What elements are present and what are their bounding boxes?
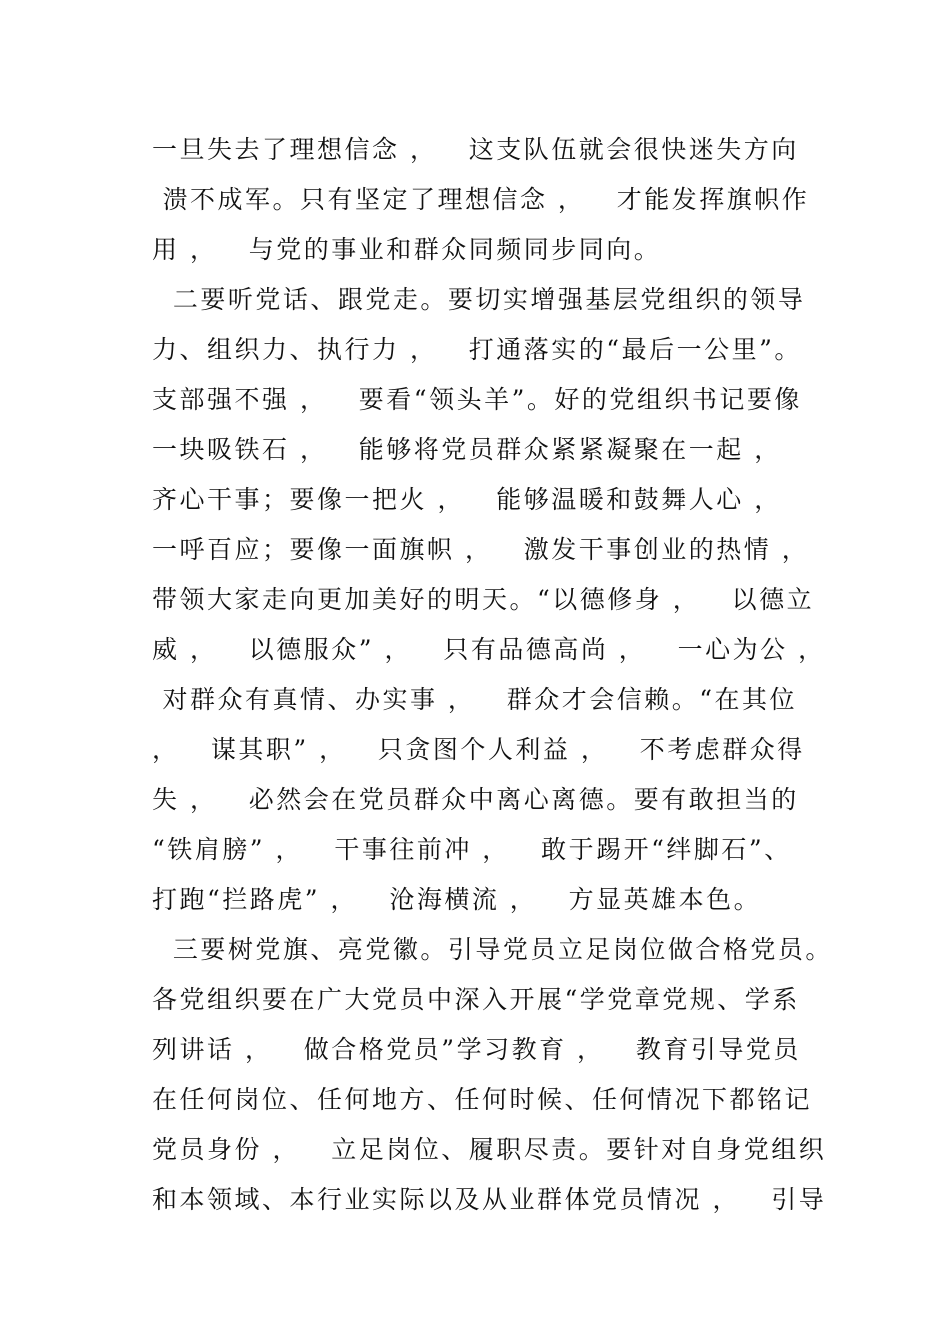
- text-line: 打跑“拦路虎” ， 沧海横流 ， 方显英雄本色。: [152, 885, 762, 914]
- text-line: “铁肩膀” ， 干事往前冲 ， 敢于踢开“绊脚石”、: [152, 835, 792, 864]
- text-line: 一呼百应；要像一面旗帜 ， 激发干事创业的热情 ，: [152, 535, 810, 564]
- text-line: 力、组织力、执行力 ， 打通落实的“最后一公里”。: [152, 335, 802, 364]
- text-line: 支部强不强 ， 要看“领头羊”。好的党组织书记要像: [152, 385, 802, 414]
- text-line: ， 谋其职” ， 只贪图个人利益 ， 不考虑群众得: [152, 735, 805, 764]
- text-line: 一旦失去了理想信念 ， 这支队伍就会很快迷失方向: [152, 135, 799, 164]
- text-line: 列讲话 ， 做合格党员”学习教育 ， 教育引导党员: [152, 1035, 801, 1064]
- text-line: 和本领域、本行业实际以及从业群体党员情况 ， 引导: [152, 1185, 827, 1214]
- text-line: 党员身份 ， 立足岗位、履职尽责。要针对自身党组织: [152, 1135, 827, 1164]
- text-line: 用 ， 与党的事业和群众同频同步同向。: [152, 235, 662, 264]
- text-line: 二要听党话、跟党走。要切实增强基层党组织的领导: [152, 285, 806, 314]
- text-line: 三要树党旗、亮党徽。引导党员立足岗位做合格党员。: [152, 935, 833, 964]
- text-line: 失 ， 必然会在党员群众中离心离德。要有敢担当的: [152, 785, 799, 814]
- text-line: 一块吸铁石 ， 能够将党员群众紧紧凝聚在一起 ，: [152, 435, 782, 464]
- text-line: 威 ， 以德服众” ， 只有品德高尚 ， 一心为公 ，: [152, 635, 826, 664]
- text-line: 对群众有真情、办实事 ， 群众才会信赖。“在其位: [152, 685, 798, 714]
- text-line: 齐心干事；要像一把火 ， 能够温暖和鼓舞人心 ，: [152, 485, 782, 514]
- text-line: 溃不成军。只有坚定了理想信念 ， 才能发挥旗帜作: [152, 185, 810, 214]
- text-line: 在任何岗位、任何地方、任何时候、任何情况下都铭记: [152, 1085, 813, 1114]
- text-line: 各党组织要在广大党员中深入开展“学党章党规、学系: [152, 985, 800, 1014]
- text-line: 带领大家走向更加美好的明天。“以德修身 ， 以德立: [152, 585, 815, 614]
